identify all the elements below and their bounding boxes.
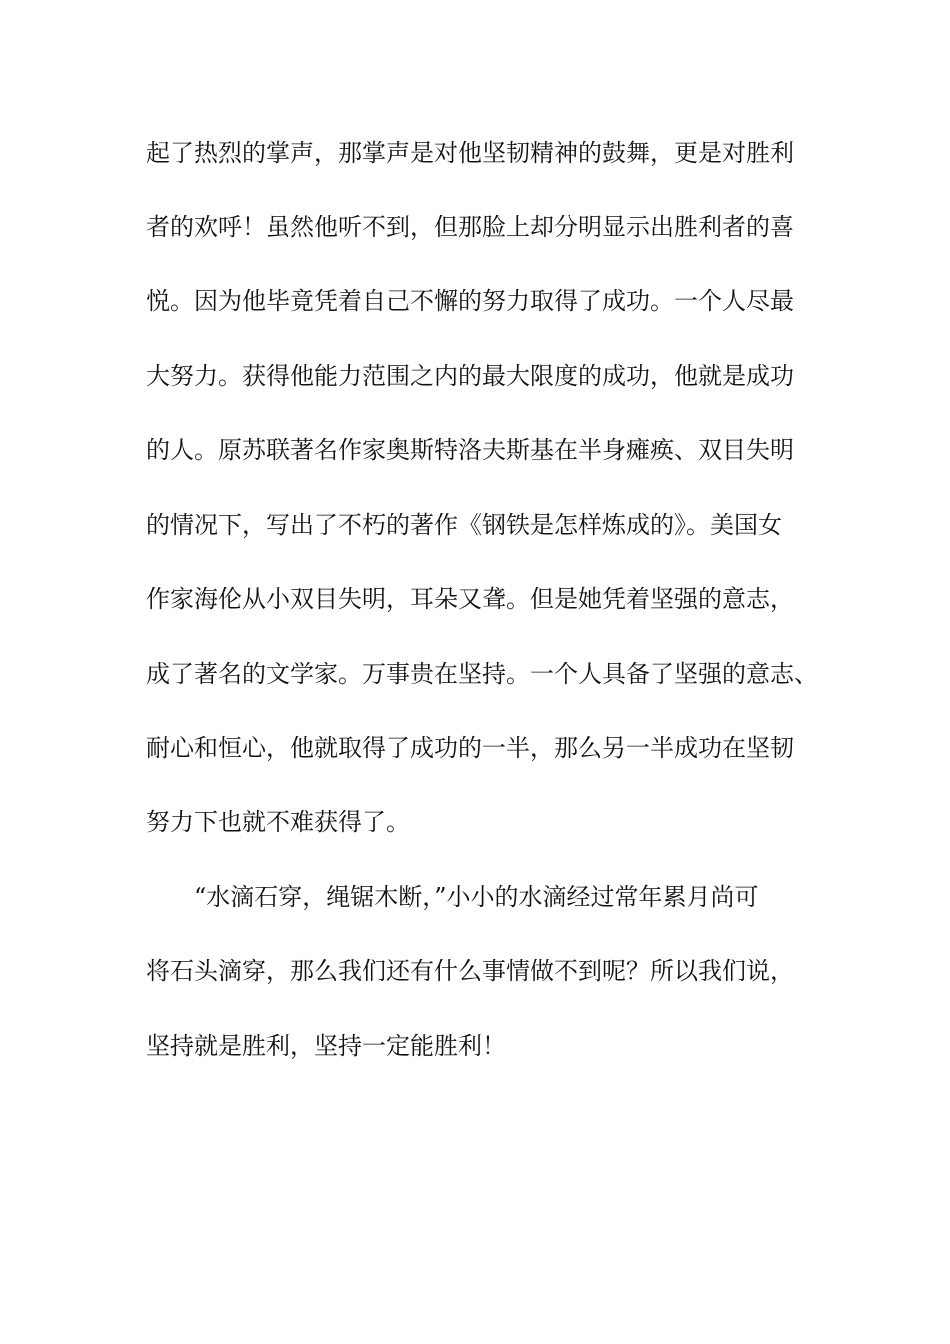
text-line: 者的欢呼！虽然他听不到，但那脸上却分明显示出胜利者的喜 — [146, 213, 794, 241]
text-line: 成了著名的文学家。万事贵在坚持。一个人具备了坚强的意志、 — [146, 660, 818, 688]
paragraph-first-line: “水滴石穿，绳锯木断，”小小的水滴经过常年累月尚可 — [194, 883, 759, 911]
text-line: 耐心和恒心，他就取得了成功的一半，那么另一半成功在坚韧 — [146, 734, 794, 762]
text-line: 将石头滴穿，那么我们还有什么事情做不到呢？所以我们说， — [146, 957, 794, 985]
text-line: 的情况下，写出了不朽的著作《钢铁是怎样炼成的》。美国女 — [146, 511, 782, 539]
text-line: 悦。因为他毕竟凭着自己不懈的努力取得了成功。一个人尽最 — [146, 287, 794, 315]
text-line: 起了热烈的掌声，那掌声是对他坚韧精神的鼓舞，更是对胜利 — [146, 139, 794, 167]
text-line: 作家海伦从小双目失明，耳朵又聋。但是她凭着坚强的意志， — [146, 585, 794, 613]
text-line: 的人。原苏联著名作家奥斯特洛夫斯基在半身瘫痪、双目失明 — [146, 436, 794, 464]
text-line: 大努力。获得他能力范围之内的最大限度的成功，他就是成功 — [146, 362, 794, 390]
text-line: 努力下也就不难获得了。 — [146, 808, 410, 836]
text-line: 坚持就是胜利，坚持一定能胜利！ — [146, 1032, 506, 1060]
